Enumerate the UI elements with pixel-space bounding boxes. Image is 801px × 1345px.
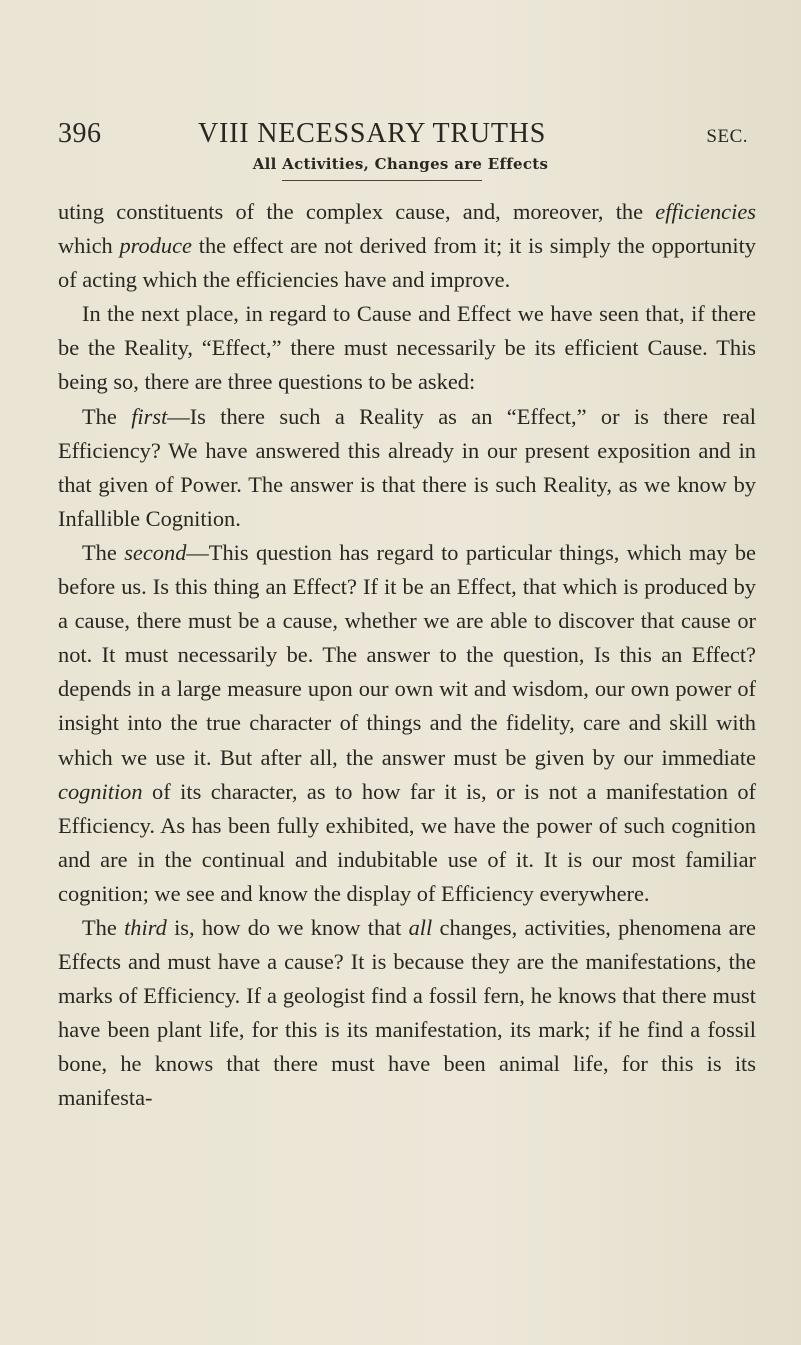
italic-term: produce — [119, 233, 192, 259]
body-text — [58, 195, 756, 1116]
paragraph-second-question: The second—This question has regard to particular things, which may be before us. Is this thing an Effect? If it be an Effect, that which is produced by a cause, there must be a cause, whether we are able to discover that cause or not. It must necessarily be. The answer to the question, Is this an Effect? depends in a large measure upon our own wit and wisdom, our own power of insight into the true character of things and the fidelity, care and skill with which we use it. But after all, the answer must be given by our immediate cognition of its character, as to how far it is, or is not a manifestation of Efficiency. As has been fully exhibited, we have the power of such cognition and are in the continual and indubitable use of it. It is our most familiar cognition; we see and know the display of Efficiency everywhere. — [58, 539, 756, 906]
subheading-rule — [282, 180, 482, 181]
running-title: VIII NECESSARY TRUTHS — [198, 118, 547, 149]
section-subheading: All Activities, Changes are Effects — [252, 155, 549, 173]
paragraph-continuation: uting constituents of the complex cause, and, moreover, the efficiencies which produce the effect are not derived from it; it is simply the opportunity of acting which the efficiencies have and improve. — [58, 199, 756, 293]
paragraph-cause-effect: In the next place, in regard to Cause and Effect we have seen that, if there be the Reality, “Effect,” there must necessarily be its efficient Cause. This being so, there are three questions to be asked: — [58, 301, 756, 395]
italic-term: cognition — [58, 778, 143, 804]
italic-term: second — [124, 539, 187, 565]
paragraph-first-question: The first—Is there such a Reality as an “Effect,” or is there real Efficiency? We have answered this already in our present exposition and in that given of Power. The answer is that there is such Reality, as we know by Infallible Cognition. — [58, 403, 756, 531]
page-number: 396 — [58, 118, 102, 149]
italic-term: third — [124, 914, 167, 940]
italic-term: first — [131, 403, 168, 429]
running-head — [58, 118, 748, 158]
italic-term: all — [408, 914, 433, 940]
section-mark: SEC. — [706, 126, 748, 147]
italic-term: efficiencies — [655, 199, 756, 224]
paragraph-third-question: The third is, how do we know that all changes, activities, phenomena are Effects and must have a cause? It is because they are the manifestations, the marks of Efficiency. If a geologist find a fossil fern, he knows that there must have been plant life, for this is its manifestation, its mark; if he find a fossil bone, he knows that there must have been animal life, for this is its manifesta- — [58, 914, 756, 1111]
